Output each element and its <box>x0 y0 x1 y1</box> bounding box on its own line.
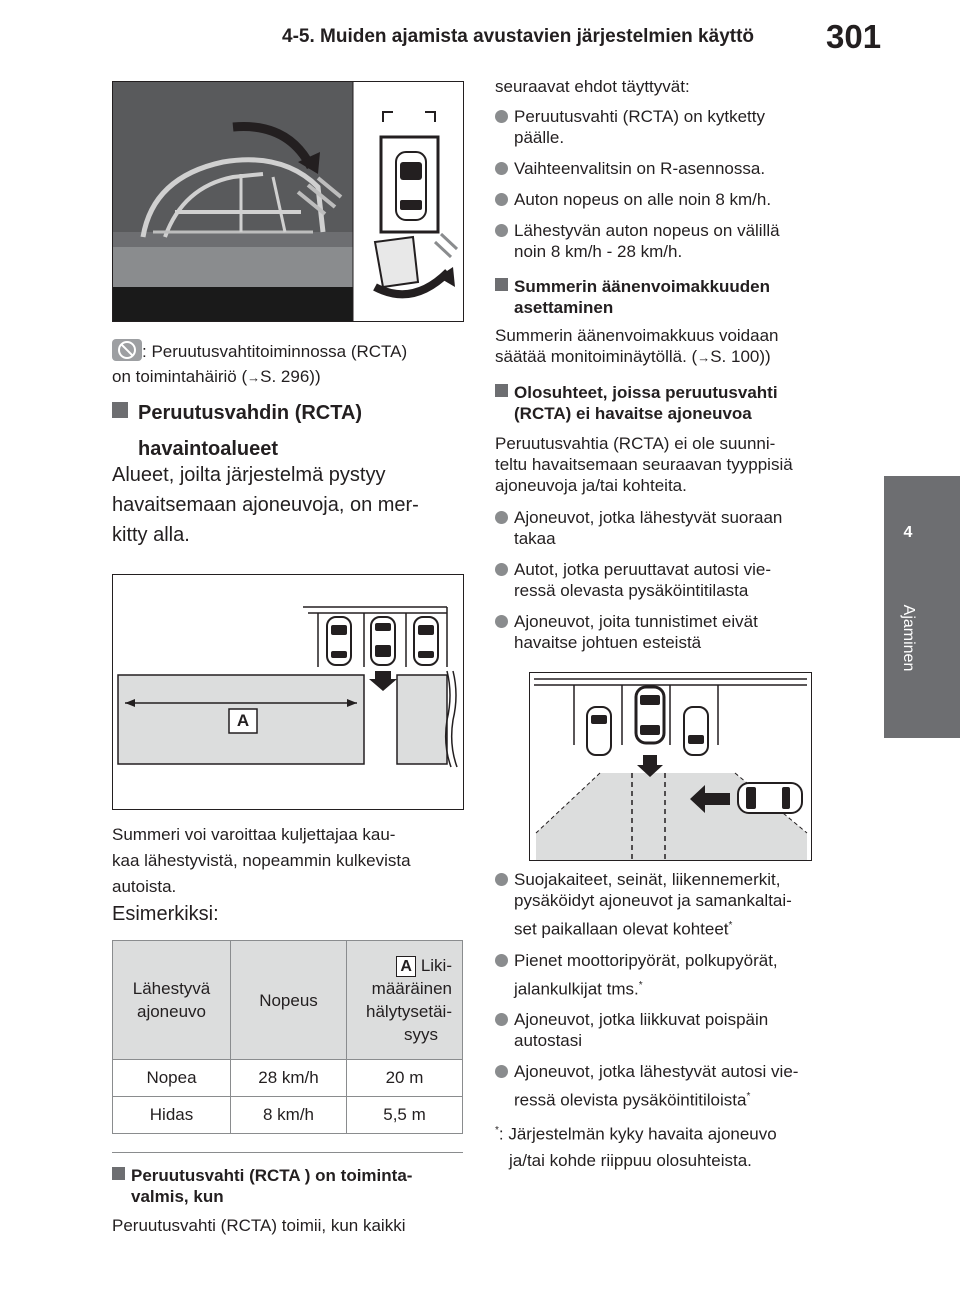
list-item: Autot, jotka peruuttavat autosi vie- ressä olevasta pysäköintitilasta <box>495 559 855 601</box>
bullet-icon <box>495 110 508 123</box>
bullet-icon <box>495 615 508 628</box>
rcta-display-illustration <box>112 81 464 322</box>
list-item: Ajoneuvot, jotka lähestyvät suoraan takaa <box>495 507 855 549</box>
car-icon <box>414 617 438 665</box>
list-item: Auton nopeus on alle noin 8 km/h. <box>495 189 855 210</box>
note-line3: autoista. <box>112 877 177 896</box>
bullet-icon <box>495 162 508 175</box>
list-item: Suojakaiteet, seinät, liikennemerkit, pysäköidyt ajoneuvot ja samankaltai- set paikallaan olevat kohteet* <box>495 869 865 940</box>
bullet-icon <box>495 954 508 967</box>
table-row <box>113 1060 463 1097</box>
bullet-icon <box>495 224 508 237</box>
detection-area-diagram <box>112 574 464 810</box>
note-line2: kaa lähestyvistä, nopeammin kulkevista <box>112 851 411 870</box>
heading-line1: Peruutusvahdin (RCTA) <box>138 402 363 424</box>
intro-line2: havaitsemaan ajoneuvoja, on mer- <box>112 494 419 516</box>
list-item: Ajoneuvot, joita tunnistimet eivät havaitse johtuen esteistä <box>495 611 855 653</box>
divider <box>112 1152 463 1153</box>
chapter-label: Ajaminen <box>900 604 917 672</box>
list-item: Ajoneuvot, jotka liikkuvat poispäin autostasi <box>495 1009 865 1051</box>
car-icon <box>587 707 611 755</box>
cell-vehicle: Hidas <box>113 1097 231 1134</box>
conditions-intro: seuraavat ehdot täyttyvät: <box>495 77 690 96</box>
page-number: 301 <box>826 18 882 55</box>
car-icon <box>327 617 351 665</box>
operational-heading: Peruutusvahti (RCTA ) on toiminta- valmis, kun <box>112 1165 412 1207</box>
section-header-title: 4-5. Muiden ajamista avustavien järjestelmien käyttö <box>282 26 755 47</box>
detection-area-heading <box>112 398 362 464</box>
area-a-badge: A <box>396 956 416 977</box>
bullet-icon <box>495 511 508 524</box>
chapter-tab <box>884 476 960 738</box>
bullet-icon <box>495 1065 508 1078</box>
list-item: Peruutusvahti (RCTA) on kytketty päälle. <box>495 106 855 148</box>
malfunction-caption: : Peruutusvahtitoiminnossa (RCTA) on toimintahäiriö (→S. 296)) <box>112 339 462 388</box>
bullet-icon <box>495 873 508 886</box>
example-label: Esimerkiksi: <box>112 903 219 925</box>
ref-arrow-icon: → <box>697 350 711 365</box>
cell-speed: 8 km/h <box>231 1097 347 1134</box>
bullet-icon <box>495 1013 508 1026</box>
limits-text: Peruutusvahtia (RCTA) ei ole suunni- teltu havaitsemaan seuraavan tyyppisiä ajoneuvoja ja/tai kohteita. <box>495 434 793 495</box>
malfunction-icon <box>112 339 142 361</box>
car-icon <box>684 707 708 755</box>
alert-distance-table <box>112 940 463 1134</box>
limits-list-a <box>495 507 855 653</box>
bullet-icon <box>495 563 508 576</box>
malfunction-caption-ref[interactable]: S. 296) <box>260 367 315 386</box>
ref-arrow-icon: → <box>247 370 261 385</box>
cell-distance: 20 m <box>347 1060 463 1097</box>
intro-line3: kitty alla. <box>112 524 190 546</box>
heading-square-icon <box>112 402 128 418</box>
rcta-display-svg <box>113 82 463 321</box>
operational-text: Peruutusvahti (RCTA) toimii, kun kaikki <box>112 1216 406 1235</box>
list-item: Pienet moottoripyörät, polkupyörät, jalankulkijat tms.* <box>495 950 865 1000</box>
heading-square-icon <box>112 1167 125 1180</box>
bullet-icon <box>495 193 508 206</box>
list-item: Ajoneuvot, jotka lähestyvät autosi vie- ressä olevista pysäköintitiloista* <box>495 1061 865 1111</box>
area-a-label: A <box>236 711 250 730</box>
volume-text: Summerin äänenvoimakkuus voidaan säätää monitoiminäytöllä. (→S. 100)) <box>495 326 779 366</box>
detection-area-intro <box>112 460 419 550</box>
malfunction-caption-line1: : Peruutusvahtitoiminnossa (RCTA) <box>142 342 408 361</box>
header-speed: Nopeus <box>231 941 347 1060</box>
heading-square-icon <box>495 384 508 397</box>
table-row <box>113 1097 463 1134</box>
header-alert-distance: A Liki- määräinen hälytysetäi- syys <box>347 941 463 1060</box>
note-line1: Summeri voi varoittaa kuljettajaa kau- <box>112 825 396 844</box>
cell-vehicle: Nopea <box>113 1060 231 1097</box>
arrow-icon <box>369 671 397 691</box>
list-item: Vaihteenvalitsin on R-asennossa. <box>495 158 855 179</box>
volume-ref-link[interactable]: S. 100) <box>710 347 766 366</box>
malfunction-caption-line2: on toimintahäiriö ( <box>112 367 248 386</box>
table-header-row <box>113 941 463 1060</box>
buzzer-note <box>112 822 411 900</box>
heading-square-icon <box>495 278 508 291</box>
intro-line1: Alueet, joilta järjestelmä pystyy <box>112 464 386 486</box>
chapter-number: 4 <box>903 524 913 541</box>
obstruction-svg <box>530 673 811 860</box>
limits-list-b <box>495 869 865 1111</box>
car-icon <box>371 617 395 665</box>
detection-area-svg <box>113 575 463 809</box>
list-item: Lähestyvän auton nopeus on välillä noin 8 km/h - 28 km/h. <box>495 220 855 262</box>
cell-distance: 5,5 m <box>347 1097 463 1134</box>
footnote: *: Järjestelmän kyky havaita ajoneuvo ja/tai kohde riippuu olosuhteista. <box>495 1124 777 1170</box>
obstruction-diagram <box>529 672 812 861</box>
cell-speed: 28 km/h <box>231 1060 347 1097</box>
header-approaching-vehicle: Lähestyvä ajoneuvo <box>113 941 231 1060</box>
volume-heading: Summerin äänenvoimakkuuden asettaminen <box>495 276 770 318</box>
limits-heading: Olosuhteet, joissa peruutusvahti (RCTA) ei havaitse ajoneuvoa <box>495 382 778 424</box>
heading-line2: havaintoalueet <box>138 438 279 460</box>
conditions-list <box>495 106 855 262</box>
